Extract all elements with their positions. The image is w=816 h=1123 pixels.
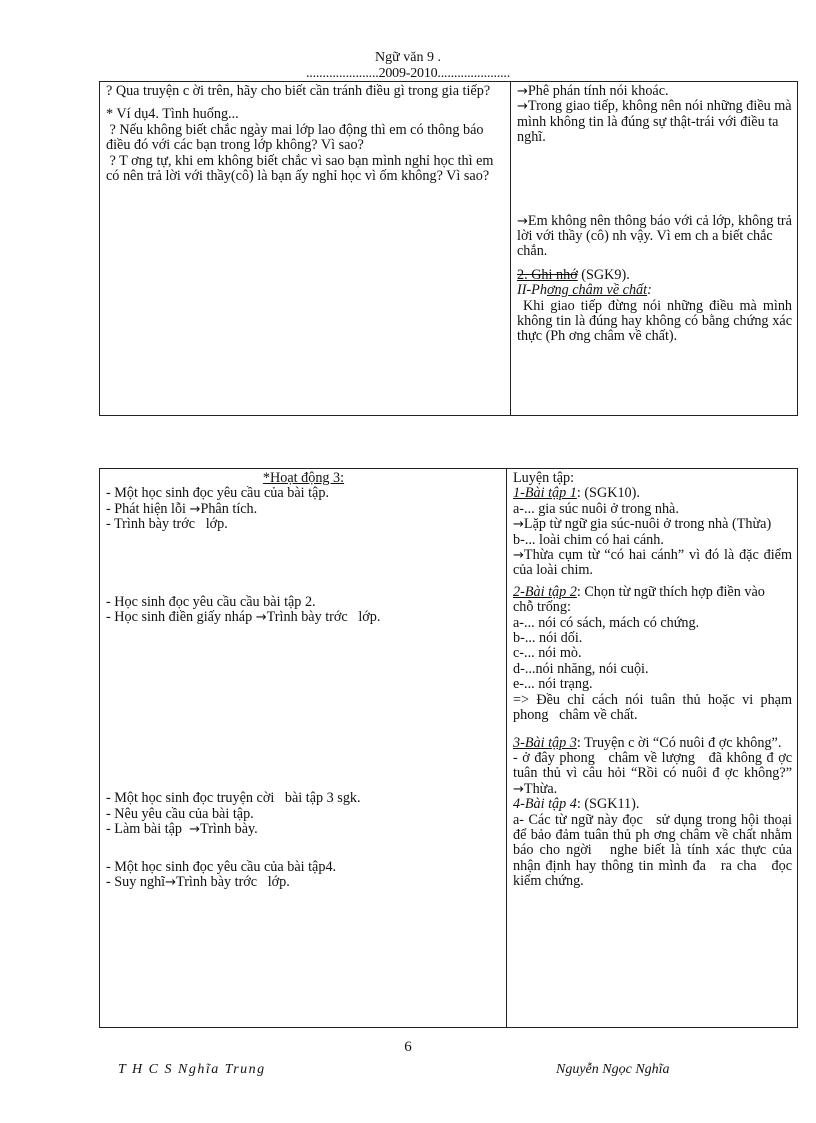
right-arrow-icon: →	[513, 517, 524, 533]
exercise-heading: 3-Bài tập 3: Truyện c ời “Có nuôi đ ợc không”.	[513, 734, 782, 751]
exercise-line: - ở đây phong châm về lượng đã không đ ợc tuân thủ vì câu hỏi “Rồi có nuôi đ ợc không?” →Thừa.	[513, 749, 796, 797]
exercise-line: b-... nói dối.	[513, 630, 583, 647]
right-arrow-icon: →	[189, 822, 201, 838]
table2-left-cell	[100, 469, 507, 1028]
activity-step: - Học sinh điền giấy nháp →Trình bày trớc lớp.	[106, 609, 381, 626]
activity-step: - Suy nghĩ→Trình bày trớc lớp.	[106, 874, 290, 891]
right-arrow-icon: →	[165, 875, 177, 891]
lesson-table-1	[99, 81, 798, 416]
answer-text: →Em không nên thông báo với cả lớp, không trả lời với thầy (cô) nh vậy. Vì em ch a biết chắc chắn.	[517, 212, 796, 260]
exercise-line: →Lặp từ ngữ gia súc-nuôi ở trong nhà (Thừa)	[513, 516, 772, 533]
activity-step: - Nêu yêu cầu của bài tập.	[106, 805, 254, 822]
page-header-year: ......................2009-2010......................	[305, 66, 511, 81]
activity-step: - Học sinh đọc yêu cầu cầu bài tập 2.	[106, 593, 316, 610]
right-arrow-icon: →	[517, 213, 528, 229]
footer-author: Nguyễn Ngọc Nghĩa	[556, 1062, 670, 1077]
answer-text: →Trong giao tiếp, không nên nói những điều mà mình không tin là đúng sự thật-trái với điều ta nghĩ.	[517, 98, 796, 146]
exercise-line: c-... nói mò.	[513, 645, 582, 662]
exercise-line: d-...nói nhăng, nói cuội.	[513, 660, 649, 677]
lesson-table-2	[99, 468, 803, 1028]
right-arrow-icon: →	[517, 84, 528, 99]
section-heading: II-Phơng châm về chất:	[517, 282, 652, 299]
table1-left-cell	[100, 82, 511, 416]
table1-right-cell	[511, 82, 798, 416]
activity-step: - Trình bày trớc lớp.	[106, 516, 228, 533]
right-arrow-icon: →	[513, 781, 524, 797]
right-arrow-icon: →	[513, 548, 524, 564]
activity-step: - Một học sinh đọc truyện cời bài tập 3 sgk.	[106, 790, 361, 807]
activity-step: - Làm bài tập →Trình bày.	[106, 821, 258, 838]
exercise-heading: 2-Bài tập 2: Chọn từ ngữ thích hợp điền vào	[513, 583, 765, 600]
memo-heading: 2. Ghi nhớ (SGK9).	[517, 266, 630, 283]
right-arrow-icon: →	[189, 501, 201, 517]
footer-school: T H C S Nghĩa Trung	[118, 1062, 266, 1077]
exercise-heading: 4-Bài tập 4: (SGK11).	[513, 796, 640, 813]
definition-text: Khi giao tiếp đừng nói những điều mà mình không tin là đúng hay không có bằng chứng xác thực (Ph ơng châm về chất).	[517, 297, 796, 345]
activity-heading: *Hoạt động 3:	[262, 470, 345, 486]
question-text: ? T ơng tự, khi em không biết chắc vì sao bạn mình nghỉ học thì em có nên trả lời với thầy(cô) là bạn ấy nghỉ học vì ốm không? Vì sao?	[106, 152, 497, 185]
exercise-line: chỗ trống:	[513, 599, 571, 616]
exercise-line: b-... loài chim có hai cánh.	[513, 531, 664, 548]
activity-step: - Một học sinh đọc yêu cầu của bài tập.	[106, 485, 329, 502]
table2-right-cell	[507, 469, 803, 1028]
right-arrow-icon: →	[517, 99, 528, 115]
right-arrow-icon: →	[255, 610, 267, 626]
exercise-line: a- Các từ ngữ này đọc sử dụng trong hội thoại để bảo đảm tuân thủ ph ơng châm về chất nhằm báo cho ngời nghe biết là tính xác thực của nhận định hay thông tin mình đa ra cha đọc kiểm chứng.	[513, 811, 803, 890]
activity-step: - Một học sinh đọc yêu cầu của bài tập4.	[106, 858, 337, 875]
page-header-title: Ngữ văn 9 .	[375, 50, 441, 65]
page-number: 6	[404, 1039, 412, 1055]
exercise-line: a-... gia súc nuôi ở trong nhà.	[513, 500, 679, 517]
practice-heading: Luyện tập:	[513, 470, 575, 486]
exercise-line: e-... nói trạng.	[513, 676, 593, 693]
exercise-line: a-... nói có sách, mách có chứng.	[513, 614, 700, 631]
question-text: ? Nếu không biết chắc ngày mai lớp lao động thì em có thông báo điều đó với các bạn trong lớp không? Vì sao?	[106, 121, 488, 154]
example-heading: * Ví dụ4. Tình huống...	[106, 106, 239, 123]
exercise-line: →Thừa cụm từ “có hai cánh” vì đó là đặc điểm của loài chim.	[513, 547, 796, 579]
exercise-line: => Đều chỉ cách nói tuân thủ hoặc vi phạm phong châm về chất.	[513, 691, 796, 724]
activity-step: - Phát hiện lỗi →Phân tích.	[106, 500, 258, 517]
answer-text: →Phê phán tính nói khoác.	[517, 83, 669, 99]
exercise-heading: 1-Bài tập 1: (SGK10).	[513, 485, 640, 502]
question-text: ? Qua truyện c ời trên, hãy cho biết cần tránh điều gì trong gia tiếp?	[106, 83, 491, 99]
